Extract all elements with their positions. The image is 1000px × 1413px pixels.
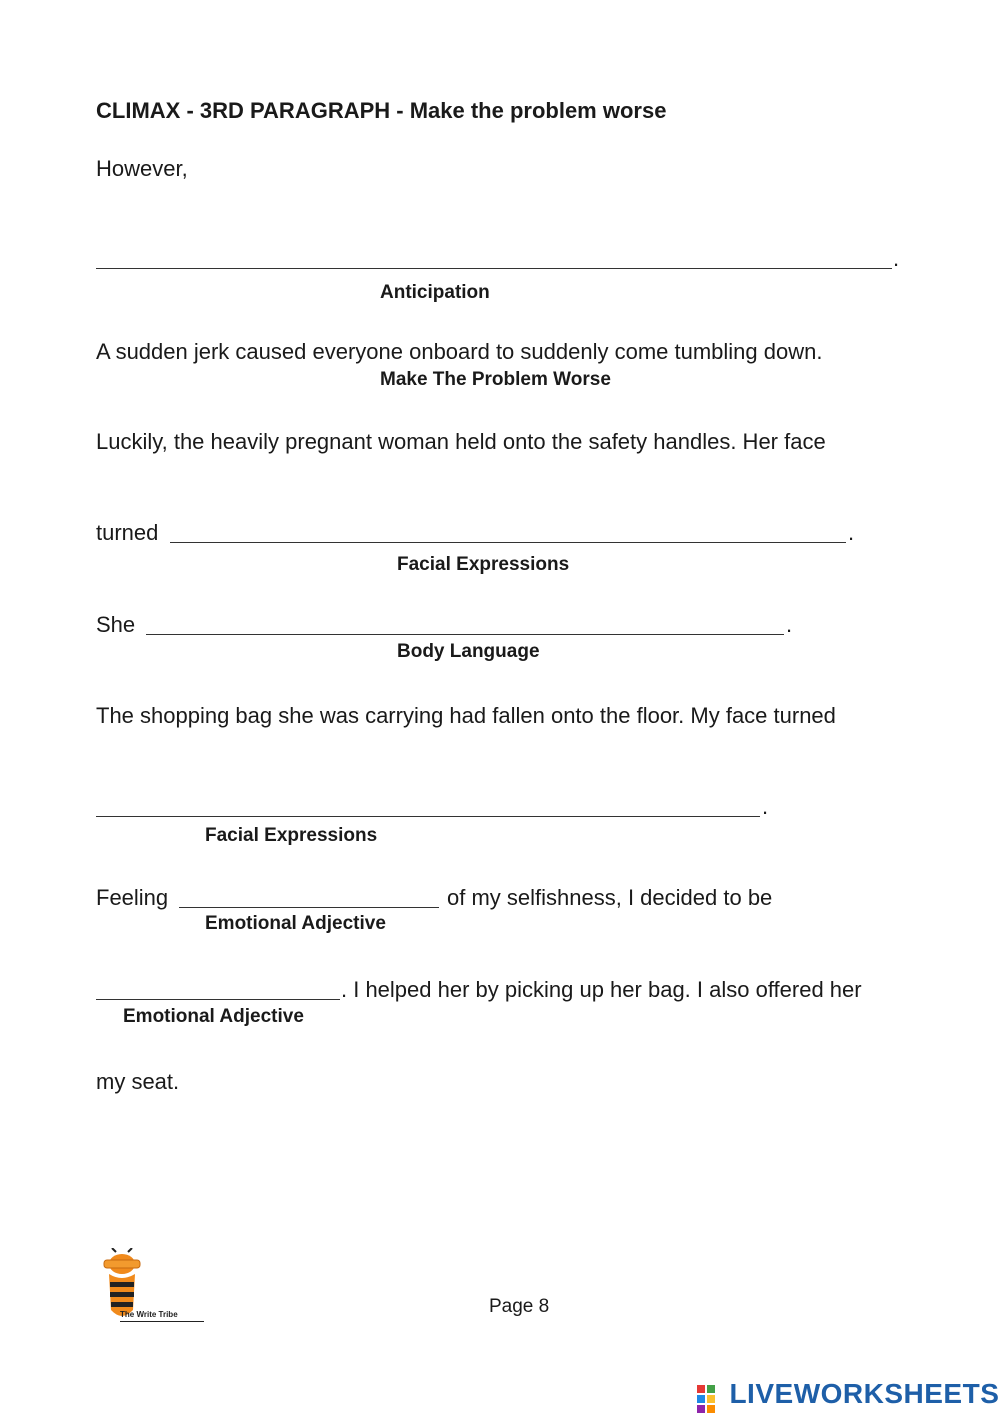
emotional-adjective-blank-1[interactable] [179,885,439,908]
write-tribe-logo [98,1248,208,1328]
anticipation-blank[interactable] [96,246,892,269]
text-sudden-jerk: A sudden jerk caused everyone onboard to suddenly come tumbling down. [96,339,823,364]
label-anticipation: Anticipation [380,282,490,303]
emotional-adjective-input-2[interactable] [96,977,340,999]
text-selfishness: of my selfishness, I decided to be [447,885,773,910]
page-title: CLIMAX - 3RD PARAGRAPH - Make the problem worse [96,98,667,123]
logo-underline [120,1321,204,1322]
period: . [762,794,769,819]
liveworksheets-grid-icon [697,1385,725,1413]
facial-expression-blank-2[interactable] [96,794,760,817]
text-she: She [96,612,136,637]
text-feeling: Feeling [96,885,169,910]
text-however: However, [96,156,188,181]
body-language-input[interactable] [146,612,784,634]
text-shopping-bag: The shopping bag she was carrying had fallen onto the floor. My face turned [96,703,836,728]
label-facial-expressions-2: Facial Expressions [205,825,378,846]
text-my-seat: my seat. [96,1069,180,1094]
facial-expression-input-2[interactable] [96,794,760,816]
body-language-blank[interactable] [146,612,784,635]
label-body-language: Body Language [397,641,540,662]
page-number: Page 8 [489,1296,550,1317]
logo-caption: The Write Tribe [120,1310,178,1319]
anticipation-input[interactable] [96,246,892,268]
period: . [786,612,793,637]
facial-expression-input-1[interactable] [170,520,846,542]
emotional-adjective-blank-2[interactable] [96,977,340,1000]
label-emotional-adjective-2: Emotional Adjective [123,1006,304,1027]
label-emotional-adjective-1: Emotional Adjective [205,913,386,934]
emotional-adjective-input-1[interactable] [179,885,439,907]
liveworksheets-brand[interactable] [697,1378,999,1408]
liveworksheets-text: LIVEWORKSHEETS [729,1378,1000,1409]
text-helped-her: . I helped her by picking up her bag. I also offered her [341,977,862,1002]
text-luckily: Luckily, the heavily pregnant woman held onto the safety handles. Her face [96,429,826,454]
label-make-problem-worse: Make The Problem Worse [380,369,611,390]
period: . [893,246,900,271]
text-turned: turned [96,520,159,545]
label-facial-expressions-1: Facial Expressions [397,554,570,575]
period: . [848,520,855,545]
facial-expression-blank-1[interactable] [170,520,846,543]
